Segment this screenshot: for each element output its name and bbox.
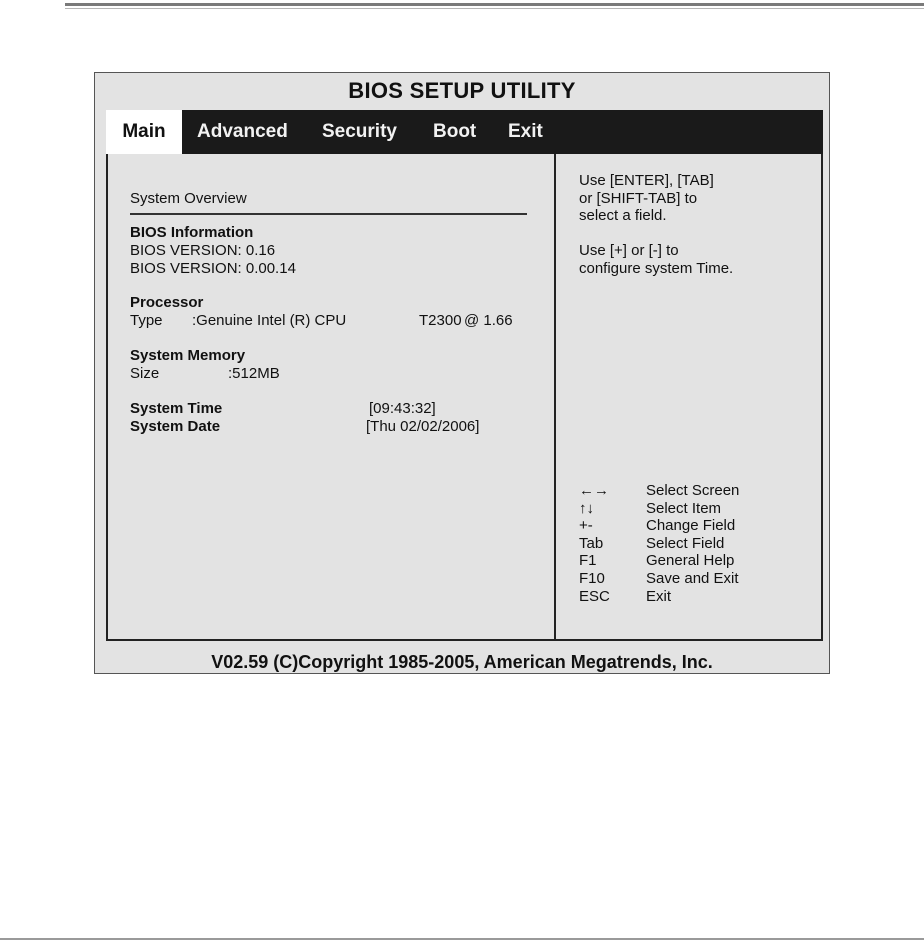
processor-heading: Processor bbox=[130, 294, 204, 311]
system-memory-heading: System Memory bbox=[130, 347, 246, 364]
tab-security[interactable]: Security bbox=[322, 121, 397, 142]
processor-model: T2300 bbox=[419, 312, 462, 329]
bios-version-line-1: BIOS VERSION: 0.16 bbox=[130, 242, 276, 259]
key-desc-change-field: Change Field bbox=[646, 517, 736, 534]
processor-type-label: Type bbox=[130, 312, 163, 329]
help-line-2: or [SHIFT-TAB] to bbox=[579, 190, 698, 207]
bios-info-heading: BIOS Information bbox=[130, 224, 254, 241]
bios-version-line-2: BIOS VERSION: 0.00.14 bbox=[130, 260, 296, 277]
key-f10: F10 bbox=[579, 570, 605, 587]
key-esc: ESC bbox=[579, 588, 610, 605]
tab-main[interactable]: Main bbox=[106, 110, 182, 154]
key-desc-select-field: Select Field bbox=[646, 535, 725, 552]
system-time-field[interactable]: [09:43:32] bbox=[369, 400, 436, 417]
help-line-4: Use [+] or [-] to bbox=[579, 242, 679, 259]
left-right-arrows-icon: ←→ bbox=[579, 482, 609, 499]
key-desc-exit: Exit bbox=[646, 588, 672, 605]
bios-setup-window bbox=[94, 72, 830, 674]
system-date-label: System Date bbox=[130, 418, 221, 435]
help-line-5: configure system Time. bbox=[579, 260, 734, 277]
section-title-system-overview: System Overview bbox=[130, 190, 247, 207]
key-desc-select-screen: Select Screen bbox=[646, 482, 740, 499]
tab-boot[interactable]: Boot bbox=[433, 121, 477, 142]
key-desc-save-and-exit: Save and Exit bbox=[646, 570, 739, 587]
memory-size-label: Size bbox=[130, 365, 160, 382]
help-line-1: Use [ENTER], [TAB] bbox=[579, 172, 714, 189]
key-desc-select-item: Select Item bbox=[646, 500, 722, 517]
processor-type-value: :Genuine Intel (R) CPU bbox=[192, 312, 347, 329]
key-tab: Tab bbox=[579, 535, 604, 552]
system-time-label: System Time bbox=[130, 400, 223, 417]
help-line-3: select a field. bbox=[579, 207, 667, 224]
bios-title: BIOS SETUP UTILITY bbox=[348, 78, 576, 103]
tab-exit[interactable]: Exit bbox=[508, 121, 543, 142]
main-panel bbox=[106, 154, 823, 641]
key-desc-general-help: General Help bbox=[646, 552, 735, 569]
key-plus-minus: +- bbox=[579, 517, 593, 534]
menu-bar bbox=[106, 110, 823, 154]
page-top-rule-thin bbox=[65, 8, 924, 9]
page-top-rule bbox=[65, 3, 924, 6]
system-date-field[interactable]: [Thu 02/02/2006] bbox=[366, 418, 480, 435]
section-divider bbox=[130, 213, 527, 215]
processor-speed: @ 1.66 bbox=[464, 312, 513, 329]
key-f1: F1 bbox=[579, 552, 597, 569]
memory-size-value: :512MB bbox=[228, 365, 280, 382]
up-down-arrows-icon: ↑↓ bbox=[579, 500, 594, 517]
tab-advanced[interactable]: Advanced bbox=[197, 121, 288, 142]
pane-divider bbox=[554, 154, 556, 639]
page-bottom-rule bbox=[0, 938, 924, 940]
copyright-footer: V02.59 (C)Copyright 1985-2005, American Megatrends, Inc. bbox=[211, 652, 713, 672]
